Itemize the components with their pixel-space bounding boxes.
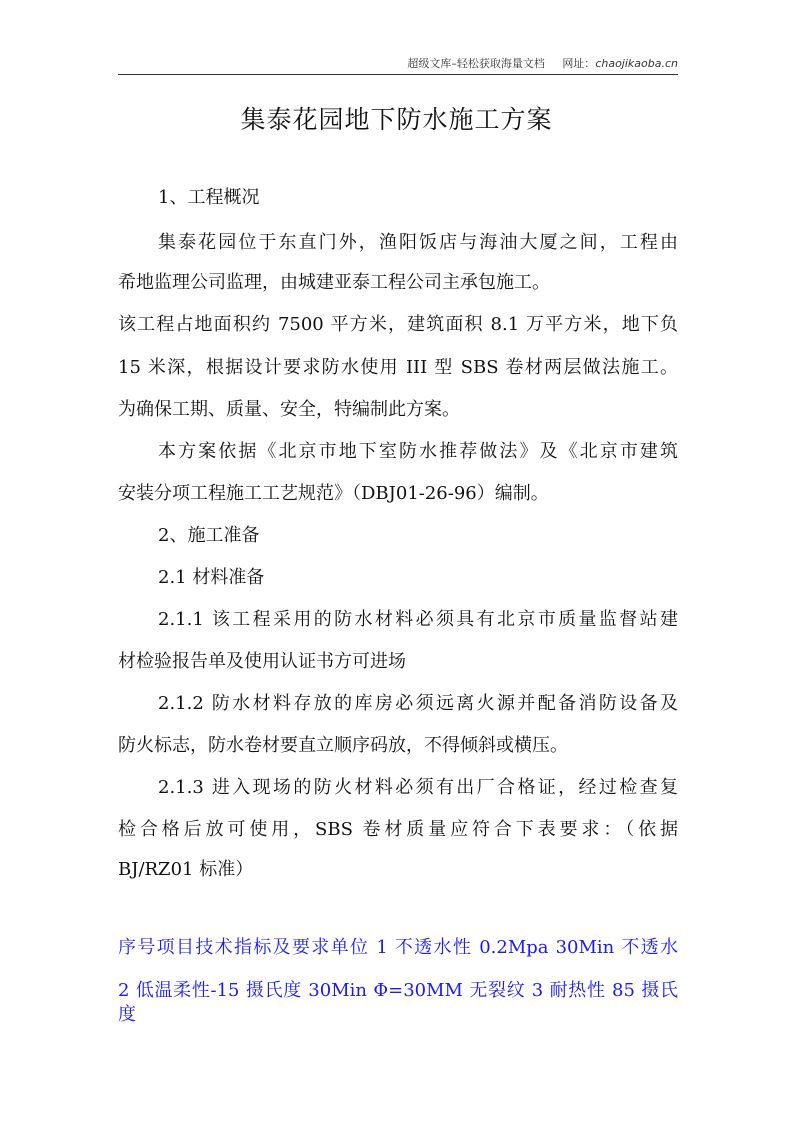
paragraph-line: 检合格后放可使用，SBS 卷材质量应符合下表要求：（依据 [118,819,678,840]
table-text-line: 序号项目技术指标及要求单位 1 不透水性 0.2Mpa 30Min 不透水 [118,937,678,958]
document-title: 集泰花园地下防水施工方案 [240,105,553,134]
paragraph-line: 材检验报告单及使用认证书方可进场 [118,651,406,672]
paragraph-line: 为确保工期、质量、安全，特编制此方案。 [118,399,460,420]
paragraph-line: BJ/RZ01 标准） [118,859,254,880]
paragraph-line: 2.1.1 该工程采用的防水材料必须具有北京市质量监督站建 [158,609,678,630]
section-heading-overview: 1、工程概况 [158,187,260,208]
header-url-label: 网址： [562,57,596,70]
paragraph-line: 希地监理公司监理，由城建亚泰工程公司主承包施工。 [118,272,550,293]
paragraph-line: 集泰花园位于东直门外，渔阳饭店与海油大厦之间，工程由 [158,232,678,253]
paragraph-line: 15 米深，根据设计要求防水使用 III 型 SBS 卷材两层做法施工。 [118,357,678,378]
paragraph-line: 安装分项工程施工工艺规范》（DBJ01-26-96）编制。 [118,483,549,504]
table-text-line: 2 低温柔性-15 摄氏度 30Min Φ=30MM 无裂纹 3 耐热性 85 摄氏度 [118,980,678,1025]
paragraph-line: 该工程占地面积约 7500 平方米，建筑面积 8.1 万平方米，地下负 [118,314,678,335]
paragraph-line: 2.1.3 进入现场的防火材料必须有出厂合格证，经过检查复 [158,777,678,798]
header-text [407,57,678,71]
section-heading-preparation: 2、施工准备 [158,525,260,546]
paragraph-line: 2.1.2 防水材料存放的库房必须远离火源并配备消防设备及 [158,693,678,714]
header-site-name: 超级文库–轻松获取海量文档 [407,57,545,70]
paragraph-line: 本方案依据《北京市地下室防水推荐做法》及《北京市建筑 [158,441,678,462]
header-url[interactable]: chaojikaoba.cn [595,57,678,70]
paragraph-line: 防火标志，防水卷材要直立顺序码放，不得倾斜或横压。 [118,735,568,756]
subsection-heading-materials: 2.1 材料准备 [158,567,265,588]
page-header [118,54,678,75]
